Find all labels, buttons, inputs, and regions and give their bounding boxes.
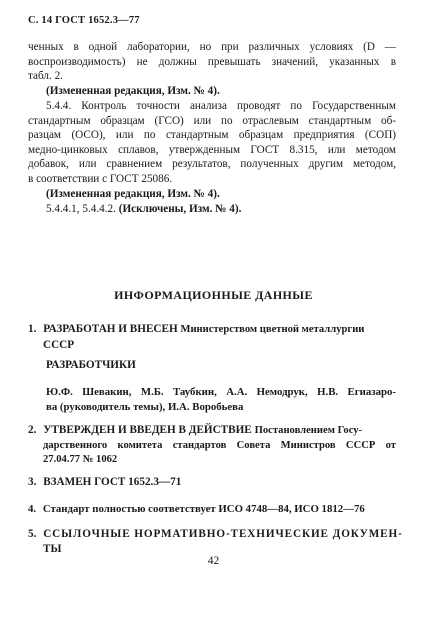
edit-note: (Измененная редакция, Изм. № 4). [46,85,220,97]
item-text: Постановлением Госу- [254,425,363,436]
item-text: ТЫ [43,542,62,555]
page-header: С. 14 ГОСТ 1652.3—77 [28,15,140,26]
info-item-2 [28,423,396,468]
paragraph-continuation [28,40,396,84]
text-line: дарственного комитета стандартов Совета Министров СССР от [43,439,396,451]
item-number: 5. [28,528,37,540]
text-line: стандартным образцам (ГСО) или по отраслевым стандартным об- [28,114,396,127]
text-line: разцам (ОСО), или по стандартным образцам предприятия (СОП) [28,129,396,142]
edit-note: (Измененная редакция, Изм. № 4). [46,188,220,200]
item-number: 1. [28,323,37,335]
text-line: табл. 2. [28,70,63,83]
excluded-note: (Исключены, Изм. № 4). [118,203,242,215]
text-line: медно-цинковых сплавов, утвержденным ГОСТ 8.315, или методом [28,143,396,156]
text-line: 27.04.77 № 1062 [43,454,118,466]
info-item-4 [28,502,365,517]
info-item-5 [28,527,403,556]
text-line: воспроизводимость) не должны превышать значений, указанных в [28,55,396,68]
item-number: 4. [28,503,37,515]
item-text: Министерством цветной металлургии [180,324,365,335]
text-line: ва (руководитель темы), И.А. Воробьева [46,400,244,413]
item-number: 3. [28,476,37,488]
developers-title: РАЗРАБОТЧИКИ [46,359,136,371]
item-heading: УТВЕРЖДЕН И ВВЕДЕН В ДЕЙСТВИЕ [43,424,252,436]
text-line: Ю.Ф. Шевакин, М.Б. Таубкин, А.А. Немодрук, Н.В. Егиазаро- [46,386,396,398]
page-number: 42 [207,555,220,567]
developers-list [46,385,396,414]
clause-5-4-4 [28,99,396,187]
text-line: ченных в одной лаборатории, но при различных условиях (D — [28,41,396,53]
info-item-3 [28,475,181,490]
text-line: 5.4.4. Контроль точности анализа проводят по Государственным [46,100,396,112]
info-item-1 [28,322,400,352]
item-text: ССЫЛОЧНЫЕ НОРМАТИВНО-ТЕХНИЧЕСКИЕ ДОКУМЕН- [43,528,403,540]
item-text: СССР [43,338,75,351]
item-text: Стандарт полностью соответствует ИСО 4748—84, ИСО 1812—76 [42,503,365,515]
item-heading: РАЗРАБОТАН И ВНЕСЕН [43,323,178,335]
text-line: добавок, или сравнением результатов, полученных другим методом, [28,158,396,171]
section-title: ИНФОРМАЦИОННЫЕ ДАННЫЕ [114,288,313,302]
clause-numbers: 5.4.4.1, 5.4.4.2. [46,203,116,215]
item-text: ВЗАМЕН ГОСТ 1652.3—71 [43,476,182,488]
text-line: в соответствии с ГОСТ 25086. [28,172,173,185]
item-number: 2. [28,424,37,436]
excluded-clauses [46,202,396,217]
